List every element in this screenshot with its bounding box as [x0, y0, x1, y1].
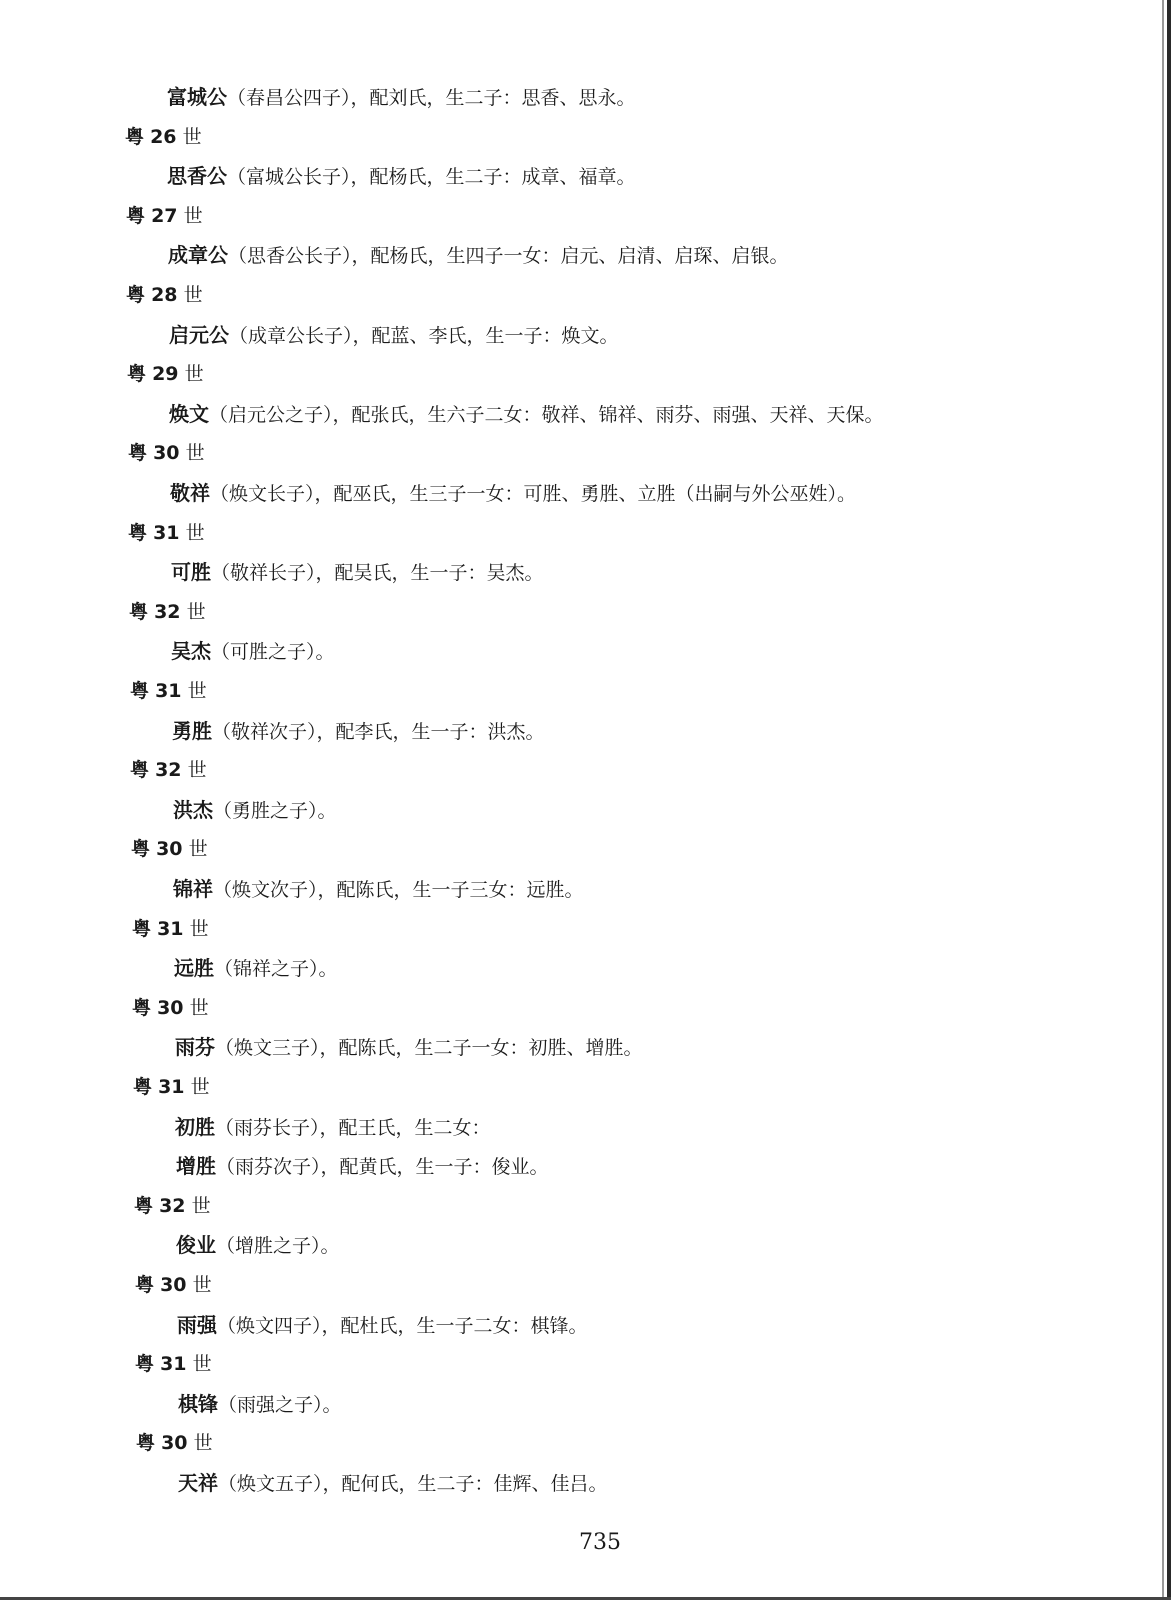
person-description: （焕文三子），配陈氏，生二子一女：初胜、增胜。	[215, 1037, 643, 1059]
generation-heading	[134, 1193, 211, 1219]
scan-edge-inner	[1162, 0, 1164, 1600]
generation-heading	[130, 757, 207, 783]
generation-heading	[136, 1430, 213, 1456]
generation-number: 31	[157, 918, 184, 940]
person-description: （焕文四子），配杜氏，生一子二女：棋锋。	[217, 1315, 588, 1337]
generation-heading	[129, 599, 206, 625]
person-entry	[173, 797, 337, 824]
generation-number: 29	[152, 363, 179, 385]
person-description: （思香公长子），配杨氏，生四子一女：启元、启清、启琛、启银。	[228, 245, 789, 267]
generation-number: 31	[155, 680, 182, 702]
person-entry	[177, 1312, 588, 1339]
generation-suffix: 世	[185, 522, 205, 544]
generation-prefix: 粤	[128, 522, 148, 544]
generation-number: 30	[156, 838, 183, 860]
generation-prefix: 粤	[129, 601, 149, 623]
person-entry	[167, 84, 636, 111]
generation-number: 32	[155, 759, 182, 781]
person-description: （焕文次子），配陈氏，生一子三女：远胜。	[213, 879, 584, 901]
person-entry	[170, 480, 856, 507]
person-description: （春昌公四子），配刘氏，生二子：思香、思永。	[227, 87, 636, 109]
person-name: 俊业	[176, 1233, 216, 1257]
person-entry	[178, 1391, 342, 1418]
person-name: 焕文	[169, 402, 209, 426]
generation-number: 31	[153, 522, 180, 544]
generation-number: 30	[161, 1432, 188, 1454]
generation-suffix: 世	[184, 363, 204, 385]
generation-suffix: 世	[192, 1353, 212, 1375]
generation-prefix: 粤	[128, 442, 148, 464]
person-name: 启元公	[169, 323, 229, 347]
generation-prefix: 粤	[133, 1076, 153, 1098]
generation-heading	[128, 520, 205, 546]
person-entry	[176, 1232, 340, 1259]
person-entry	[171, 559, 544, 586]
generation-heading	[127, 361, 204, 387]
generation-suffix: 世	[187, 759, 207, 781]
generation-heading	[126, 203, 203, 229]
person-description: （焕文长子），配巫氏，生三子一女：可胜、勇胜、立胜（出嗣与外公巫姓）。	[210, 483, 857, 505]
generation-number: 28	[151, 284, 178, 306]
generation-suffix: 世	[183, 284, 203, 306]
generation-suffix: 世	[189, 997, 209, 1019]
generation-number: 30	[160, 1274, 187, 1296]
generation-number: 32	[159, 1195, 186, 1217]
person-description: （富城公长子），配杨氏，生二子：成章、福章。	[227, 166, 636, 188]
person-description: （可胜之子）。	[211, 641, 335, 663]
person-name: 雨芬	[175, 1035, 215, 1059]
generation-suffix: 世	[193, 1432, 213, 1454]
generation-prefix: 粤	[130, 759, 150, 781]
generation-heading	[130, 678, 207, 704]
person-name: 天祥	[178, 1471, 218, 1495]
person-entry	[176, 1153, 549, 1180]
generation-suffix: 世	[187, 680, 207, 702]
generation-suffix: 世	[188, 838, 208, 860]
generation-prefix: 粤	[126, 284, 146, 306]
generation-number: 30	[153, 442, 180, 464]
generation-prefix: 粤	[125, 126, 145, 148]
person-name: 洪杰	[173, 798, 213, 822]
person-name: 勇胜	[172, 719, 212, 743]
person-entry	[171, 638, 335, 665]
person-entry	[178, 1470, 608, 1497]
person-entry	[174, 955, 338, 982]
generation-suffix: 世	[182, 126, 202, 148]
person-name: 锦祥	[173, 877, 213, 901]
generation-heading	[135, 1351, 212, 1377]
generation-heading	[126, 282, 203, 308]
person-name: 远胜	[174, 956, 214, 980]
generation-heading	[135, 1272, 212, 1298]
generation-number: 31	[160, 1353, 187, 1375]
person-name: 可胜	[171, 560, 211, 584]
scan-edge-right	[1167, 0, 1171, 1600]
generation-heading	[128, 440, 205, 466]
generation-suffix: 世	[189, 918, 209, 940]
generation-heading	[132, 995, 209, 1021]
person-entry	[169, 401, 884, 428]
person-description: （雨芬次子），配黄氏，生一子：俊业。	[216, 1156, 549, 1178]
person-entry	[168, 242, 789, 269]
generation-prefix: 粤	[134, 1195, 154, 1217]
generation-number: 26	[150, 126, 177, 148]
person-name: 雨强	[177, 1313, 217, 1337]
generation-prefix: 粤	[126, 205, 146, 227]
generation-prefix: 粤	[135, 1353, 155, 1375]
person-description: （成章公长子），配蓝、李氏，生一子：焕文。	[229, 325, 619, 347]
person-name: 成章公	[168, 243, 228, 267]
generation-prefix: 粤	[131, 838, 151, 860]
generation-number: 30	[157, 997, 184, 1019]
generation-number: 31	[158, 1076, 185, 1098]
generation-prefix: 粤	[136, 1432, 156, 1454]
generation-prefix: 粤	[135, 1274, 155, 1296]
person-entry	[173, 876, 584, 903]
person-name: 棋锋	[178, 1392, 218, 1416]
person-entry	[169, 322, 619, 349]
person-name: 敬祥	[170, 481, 210, 505]
person-name: 富城公	[167, 85, 227, 109]
generation-heading	[125, 124, 202, 150]
person-description: （启元公之子），配张氏，生六子二女：敬祥、锦祥、雨芬、雨强、天祥、天保。	[209, 404, 884, 426]
page-number: 735	[579, 1530, 621, 1555]
generation-suffix: 世	[192, 1274, 212, 1296]
generation-prefix: 粤	[132, 918, 152, 940]
person-description: （锦祥之子）。	[214, 958, 338, 980]
generation-suffix: 世	[186, 601, 206, 623]
person-entry	[172, 718, 545, 745]
generation-prefix: 粤	[127, 363, 147, 385]
generation-number: 32	[154, 601, 181, 623]
person-description: （敬祥次子），配李氏，生一子：洪杰。	[212, 721, 545, 743]
person-description: （勇胜之子）。	[213, 800, 337, 822]
generation-heading	[131, 836, 208, 862]
generation-number: 27	[151, 205, 178, 227]
person-name: 增胜	[176, 1154, 216, 1178]
generation-prefix: 粤	[132, 997, 152, 1019]
generation-suffix: 世	[183, 205, 203, 227]
person-name: 初胜	[175, 1115, 215, 1139]
person-entry	[175, 1034, 643, 1061]
person-description: （雨芬长子），配王氏，生二女：	[215, 1117, 491, 1139]
generation-prefix: 粤	[130, 680, 150, 702]
generation-suffix: 世	[185, 442, 205, 464]
person-description: （敬祥长子），配吴氏，生一子：吴杰。	[211, 562, 544, 584]
person-description: （雨强之子）。	[218, 1394, 342, 1416]
person-description: （增胜之子）。	[216, 1235, 340, 1257]
generation-suffix: 世	[191, 1195, 211, 1217]
generation-heading	[132, 916, 209, 942]
person-entry	[175, 1114, 491, 1141]
person-name: 思香公	[167, 164, 227, 188]
generation-suffix: 世	[190, 1076, 210, 1098]
generation-heading	[133, 1074, 210, 1100]
person-name: 吴杰	[171, 639, 211, 663]
person-entry	[167, 163, 636, 190]
person-description: （焕文五子），配何氏，生二子：佳辉、佳吕。	[218, 1473, 608, 1495]
